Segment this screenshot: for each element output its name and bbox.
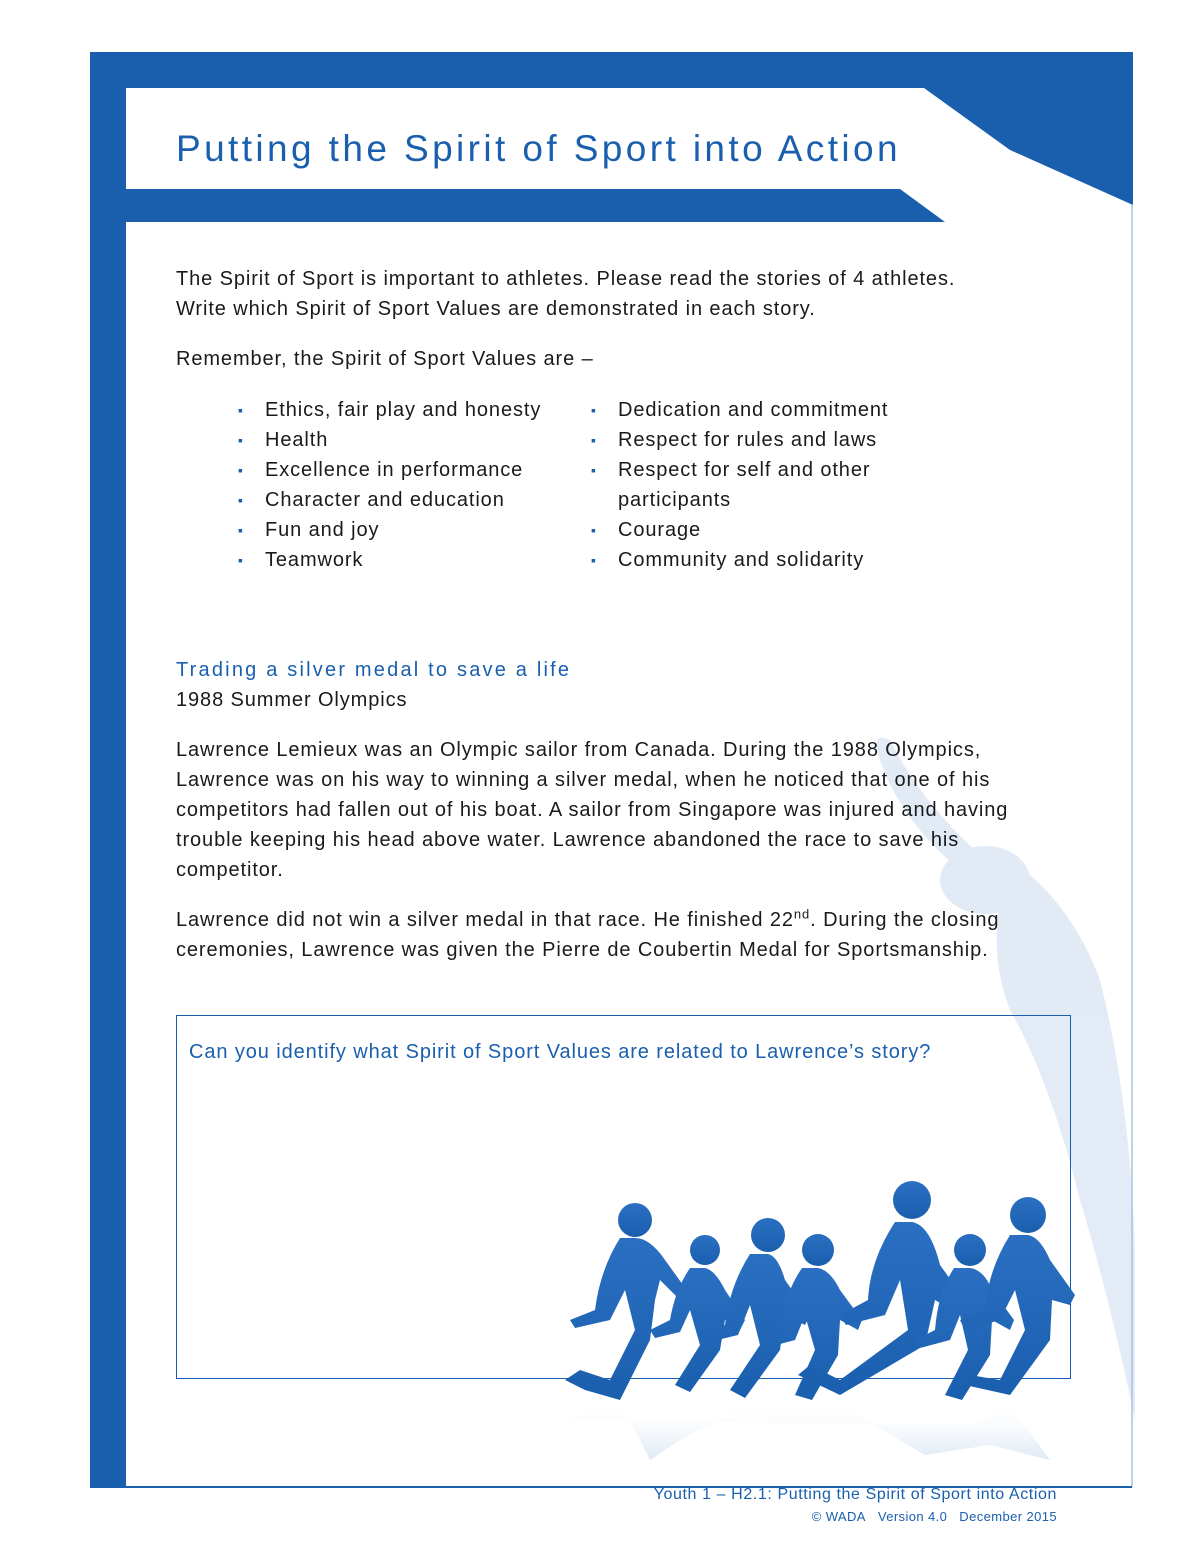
answer-question: Can you identify what Spirit of Sport Values are related to Lawrence’s story? [189, 1041, 932, 1063]
bullet-icon: ▪ [591, 402, 597, 418]
list-item: ▪ Respect for self and other participants [591, 455, 911, 515]
bullet-icon: ▪ [238, 432, 244, 448]
bullet-icon: ▪ [591, 462, 597, 478]
values-list-right [591, 395, 951, 575]
values-list-left [238, 395, 568, 575]
list-item: ▪ Excellence in performance [238, 455, 568, 485]
bullet-icon: ▪ [238, 492, 244, 508]
footer-meta [800, 1509, 1057, 1524]
bullet-icon: ▪ [238, 402, 244, 418]
list-item: ▪ Character and education [238, 485, 568, 515]
list-item: ▪ Respect for rules and laws [591, 425, 951, 455]
footer-title: Youth 1 – H2.1: Putting the Spirit of Sport into Action [653, 1486, 1057, 1503]
list-item: ▪ Courage [591, 515, 951, 545]
story-subheading: 1988 Summer Olympics [176, 689, 408, 711]
story-paragraph-1: Lawrence Lemieux was an Olympic sailor from Canada. During the 1988 Olympics, Lawrence was on his way to winning a silver medal, when he noticed that one of his competitors had fallen out of his boat. A sailor from Singapore was injured and having trouble keeping his head above water. Lawrence abandoned the race to save his competitor. [176, 739, 1009, 881]
remember-text: Remember, the Spirit of Sport Values are – [176, 348, 594, 370]
footer-version: Version 4.0 [877, 1509, 948, 1524]
frame-left-bar [90, 52, 126, 1487]
footer-date: December 2015 [959, 1509, 1057, 1524]
bullet-icon: ▪ [238, 522, 244, 538]
bullet-icon: ▪ [238, 552, 244, 568]
bullet-icon: ▪ [591, 552, 597, 568]
footer-copyright: © WADA [811, 1509, 866, 1524]
intro-line-1: The Spirit of Sport is important to athletes. Please read the stories of 4 athletes. [176, 268, 956, 290]
bullet-icon: ▪ [591, 432, 597, 448]
bullet-icon: ▪ [591, 522, 597, 538]
list-item: ▪ Teamwork [238, 545, 568, 575]
list-item: ▪ Dedication and commitment [591, 395, 951, 425]
ordinal-suffix: nd [793, 906, 811, 922]
intro-line-2: Write which Spirit of Sport Values are demonstrated in each story. [176, 298, 816, 320]
list-item: ▪ Health [238, 425, 568, 455]
story-heading: Trading a silver medal to save a life [176, 659, 572, 681]
list-item: ▪ Community and solidarity [591, 545, 951, 575]
list-item: ▪ Fun and joy [238, 515, 568, 545]
list-item: ▪ Ethics, fair play and honesty [238, 395, 568, 425]
bullet-icon: ▪ [238, 462, 244, 478]
story-paragraph-2: Lawrence did not win a silver medal in that race. He finished 22nd. During the closing ceremonies, Lawrence was given the Pierre de Coubertin Medal for Sportsmanship. [176, 906, 1000, 961]
page-title: Putting the Spirit of Sport into Action [176, 128, 901, 169]
intro-text [176, 264, 1076, 324]
